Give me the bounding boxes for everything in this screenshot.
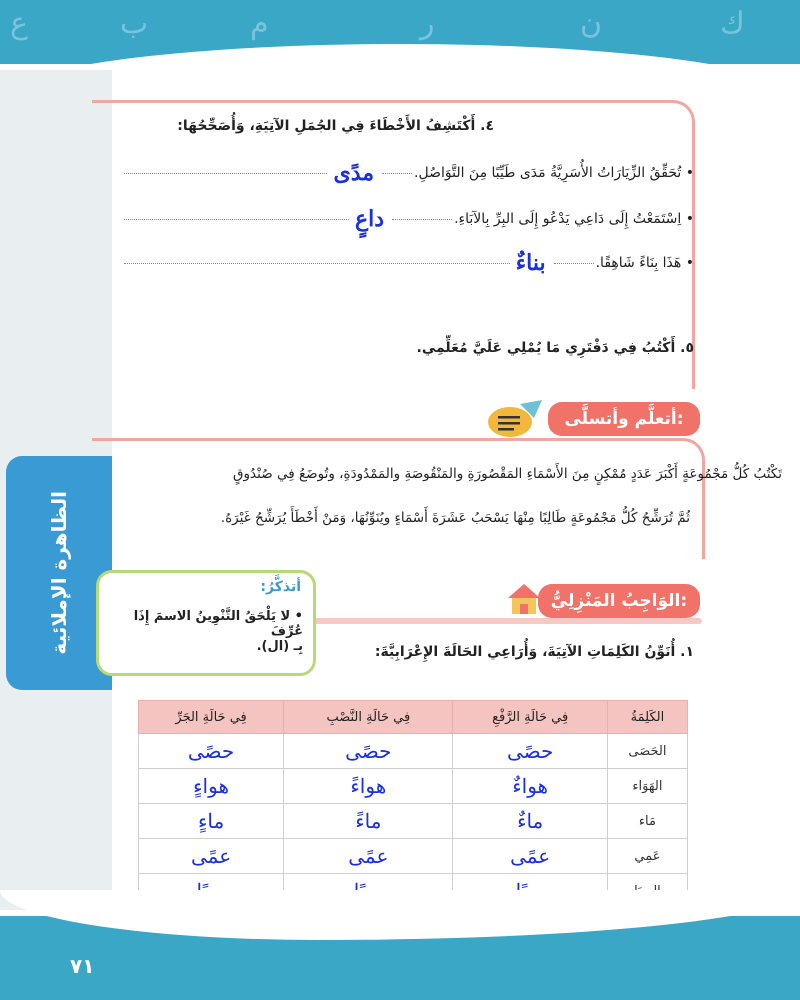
exercise-4-item-2 bbox=[124, 204, 694, 234]
answer-cell: ماءٌ bbox=[453, 804, 607, 839]
answer-cell: عمًى bbox=[139, 839, 284, 874]
answer-cell: هواءٍ bbox=[139, 769, 284, 804]
word-cell: مَاء bbox=[607, 804, 687, 839]
header-band bbox=[0, 0, 800, 64]
word-cell: عَمِي bbox=[607, 839, 687, 874]
header-wave bbox=[0, 44, 800, 104]
table-row bbox=[139, 734, 688, 769]
dotted-line bbox=[124, 219, 349, 220]
dotted-line bbox=[124, 173, 327, 174]
answer-cell: هواءً bbox=[284, 769, 453, 804]
remember-line-2: بِـ (ال). bbox=[256, 639, 303, 654]
homework-title: الوَاجِبُ المَنْزِلِيُّ: bbox=[550, 591, 688, 611]
exercise-4-item-1 bbox=[124, 158, 694, 188]
answer-cell: حصًى bbox=[453, 734, 607, 769]
remember-line-1: • لا يَلْحَقُ التَّنْوِينُ الاسمَ إِذَا عُرِّفَ bbox=[133, 609, 303, 639]
table-row bbox=[139, 769, 688, 804]
dotted-line bbox=[124, 263, 510, 264]
item-answer: مدًى bbox=[333, 160, 375, 186]
answer-cell: ماءٍ bbox=[139, 804, 284, 839]
word-cell: الهَوَاء bbox=[607, 769, 687, 804]
item-sentence: • هَذَا بِنَاءً شَاهِقًا. bbox=[595, 255, 694, 271]
dotted-line bbox=[554, 263, 594, 264]
decorative-letter: ع bbox=[10, 6, 28, 41]
tanween-table bbox=[138, 700, 688, 909]
decorative-letter: ر bbox=[420, 6, 435, 41]
answer-cell: حصًى bbox=[284, 734, 453, 769]
header-cell: الكَلِمَةُ bbox=[607, 701, 687, 734]
learn-box bbox=[92, 438, 705, 559]
answer-cell: عمًى bbox=[284, 839, 453, 874]
learn-line-1: تَكْتُبُ كُلُّ مَجْمُوعَةٍ أَكْبَرَ عَدَدٍ مُمْكِنٍ مِنَ الأَسْمَاءِ المَقْصُورَةِ والمَنْقُوصَةِ والمَمْدُودَةِ، وتُوضَعُ فِي صُنْدُوقٍ bbox=[233, 466, 782, 482]
header-cell: فِي حَالَةِ الرَّفْعِ bbox=[453, 701, 607, 734]
table bbox=[138, 700, 688, 909]
exercise-5-prompt: ٥. أَكْتُبُ فِي دَفْتَرِي مَا يُمْلِي عَلَيَّ مُعَلِّمِي. bbox=[416, 340, 694, 356]
page-number: ٧١ bbox=[70, 954, 95, 978]
house-icon bbox=[506, 582, 542, 616]
decorative-letter: ن bbox=[580, 6, 603, 41]
homework-instruction: ١. أُنَوِّنُ الكَلِمَاتِ الآتِيَةَ، وَأُرَاعِي الحَالَةَ الإِعْرَابِيَّةَ: bbox=[374, 644, 694, 660]
answer-cell: ماءً bbox=[284, 804, 453, 839]
table-row bbox=[139, 804, 688, 839]
dotted-line bbox=[392, 219, 452, 220]
chat-bubbles-icon bbox=[484, 398, 544, 442]
chapter-title: الظاهرة الإملائية bbox=[47, 491, 71, 655]
header-cell: فِي حَالَةِ الجَرِّ bbox=[139, 701, 284, 734]
remember-box bbox=[96, 570, 316, 676]
item-answer: بناءٌ bbox=[515, 250, 546, 276]
learn-title-pill bbox=[548, 402, 700, 436]
learn-title: أتعلَّم وأتسلَّى: bbox=[564, 409, 684, 429]
answer-cell: هواءٌ bbox=[453, 769, 607, 804]
item-sentence: • اِسْتَمَعْتُ إِلَى دَاعِي يَدْعُو إِلَى البِرِّ بِالآبَاءِ. bbox=[454, 211, 694, 227]
learn-line-2: ثُمَّ تُرَشِّحُ كُلُّ مَجْمُوعَةٍ طَالِبًا مِنْهَا يَسْحَبُ عَشَرَةَ أَسْمَاءٍ ويُنَوِّنُهَا، وَمَنْ أَخْطَأَ يُرَشِّحُ غَيْرَهُ. bbox=[220, 510, 690, 526]
table-row bbox=[139, 839, 688, 874]
answer-cell: حصًى bbox=[139, 734, 284, 769]
decorative-letter: م bbox=[250, 6, 269, 41]
exercise-4-item-3 bbox=[124, 248, 694, 278]
dotted-line bbox=[382, 173, 412, 174]
decorative-letter: ك bbox=[720, 6, 745, 41]
item-sentence: • تُحَقِّقُ الزِّيَارَاتُ الأُسَرِيَّةُ مَدَى طَيِّبًا مِنَ التَّوَاصُلِ. bbox=[414, 165, 694, 181]
decorative-letter: ب bbox=[120, 6, 149, 41]
item-answer: داعٍ bbox=[355, 206, 385, 232]
remember-title: أتذكَّرُ: bbox=[260, 579, 301, 595]
word-cell: الحَصَى bbox=[607, 734, 687, 769]
answer-cell: عمًى bbox=[453, 839, 607, 874]
table-header-row bbox=[139, 701, 688, 734]
exercise-4-prompt: ٤. أَكْتَشِفُ الأَخْطَاءَ فِي الجُمَلِ الآتِيَةِ، وَأُصَحِّحُهَا: bbox=[177, 118, 494, 134]
homework-title-pill bbox=[538, 584, 700, 618]
header-cell: فِي حَالَةِ النَّصْبِ bbox=[284, 701, 453, 734]
